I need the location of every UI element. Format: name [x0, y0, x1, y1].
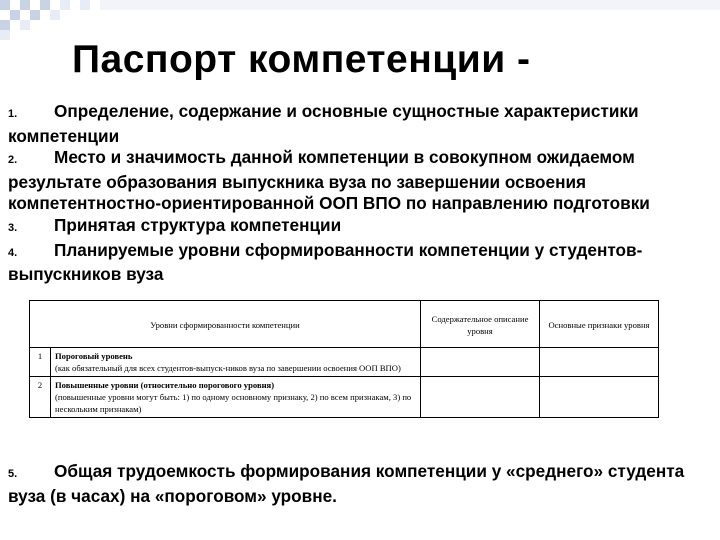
row-number: 2 — [30, 377, 51, 418]
item-text: Определение, содержание и основные сущностные характеристики компетенции — [8, 101, 639, 146]
list-item — [8, 461, 708, 507]
item-text: Принятая структура компетенции — [54, 214, 342, 235]
level-note: (как обязательный для всех студентов-выпуск-ников вуза по завершении освоения ООП ВПО) — [55, 363, 401, 373]
item-number: 5. — [8, 468, 18, 480]
item-number: 4. — [8, 246, 18, 259]
row-signs-cell — [540, 348, 659, 377]
item-text: Общая трудоемкость формирования компетенции у «среднего» студента вуза (в часах) на «пороговом» уровне. — [8, 461, 685, 506]
level-name: Повышенные уровни (относительно порогового уровня) — [55, 380, 275, 390]
level-note: (повышенные уровни могут быть: 1) по одному основному признаку, 2) по всем признакам, 3) по нескольким признакам) — [55, 392, 412, 414]
row-signs-cell — [540, 377, 659, 418]
table-header-row — [30, 301, 659, 348]
item-list — [8, 101, 708, 286]
header-description: Содержательное описание уровня — [421, 301, 540, 348]
level-name: Пороговый уровень — [55, 351, 133, 361]
list-item — [8, 147, 708, 215]
row-description-cell — [421, 377, 540, 418]
table-row — [30, 348, 659, 377]
list-item — [8, 240, 708, 286]
header-signs: Основные признаки уровня — [540, 301, 659, 348]
item-text: Планируемые уровни сформированности компетенции у студентов-выпускников вуза — [8, 239, 643, 285]
page-title: Паспорт компетенции - — [72, 38, 531, 81]
checkered-corner-decoration — [0, 0, 720, 40]
row-number: 1 — [30, 348, 51, 377]
item-number: 2. — [8, 154, 18, 167]
list-item — [8, 215, 708, 240]
row-level — [51, 377, 421, 418]
item-text: Место и значимость данной компетенции в совокупном ожидаемом результате образования выпускника вуза по завершении освоения компетентностно-ориентированной ООП ВПО по направлению подготовки — [8, 147, 650, 214]
row-description-cell — [421, 348, 540, 377]
competence-levels-table — [29, 300, 659, 418]
table-row — [30, 377, 659, 418]
header-levels: Уровни сформированности компетенции — [30, 301, 421, 348]
row-level — [51, 348, 421, 377]
item-number: 1. — [8, 108, 18, 120]
item-number: 3. — [8, 221, 18, 234]
list-item — [8, 101, 708, 147]
